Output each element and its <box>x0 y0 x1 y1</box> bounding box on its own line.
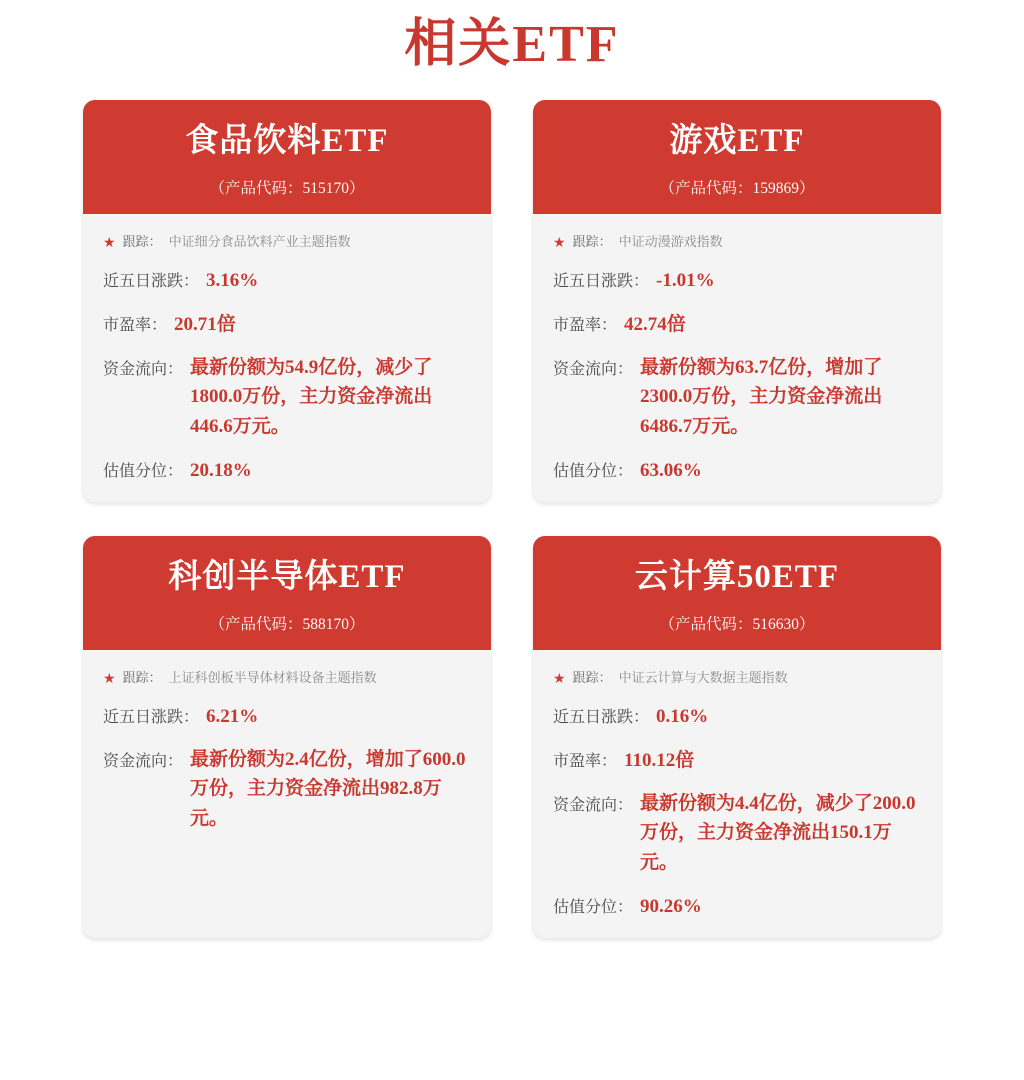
etf-card-body <box>533 650 941 938</box>
etf-card[interactable] <box>83 100 491 502</box>
etf-name: 云计算50ETF <box>634 559 840 596</box>
etf-flow-value: 最新份额为54.9亿份，减少了1800.0万份，主力资金净流出446.6万元。 <box>190 356 433 437</box>
star-icon: ★ <box>103 669 116 686</box>
etf-card-header <box>533 536 941 650</box>
etf-five-day-label: 近五日涨跌： <box>103 708 200 726</box>
etf-five-day-row <box>103 704 471 728</box>
etf-flow-label: 资金流向： <box>103 360 184 378</box>
etf-track-value: 中证细分食品饮料产业主题指数 <box>168 233 351 249</box>
etf-card[interactable] <box>533 100 941 502</box>
etf-valuation-row <box>103 458 471 482</box>
etf-pe-value: 110.12倍 <box>624 749 695 771</box>
star-icon: ★ <box>553 233 566 250</box>
etf-card[interactable] <box>83 536 491 938</box>
etf-card-header <box>83 100 491 214</box>
etf-five-day-row <box>553 704 921 728</box>
etf-pe-label: 市盈率： <box>553 752 618 770</box>
etf-track-row <box>553 232 921 252</box>
star-icon: ★ <box>553 669 566 686</box>
etf-card-body <box>83 214 491 502</box>
etf-card-grid <box>0 100 1024 938</box>
etf-pe-label: 市盈率： <box>103 316 168 334</box>
etf-flow-row <box>103 353 471 441</box>
etf-flow-value: 最新份额为63.7亿份，增加了2300.0万份，主力资金净流出6486.7万元。 <box>640 356 883 437</box>
etf-five-day-label: 近五日涨跌： <box>103 272 200 290</box>
etf-track-row <box>553 668 921 688</box>
etf-flow-row <box>553 789 921 877</box>
etf-flow-row <box>103 745 471 833</box>
page-title: 相关ETF <box>404 16 620 73</box>
etf-name: 食品饮料ETF <box>185 123 389 160</box>
etf-track-value: 中证云计算与大数据主题指数 <box>618 669 788 685</box>
etf-name: 游戏ETF <box>669 123 805 160</box>
etf-five-day-value: 0.16% <box>656 705 709 727</box>
etf-five-day-row <box>553 268 921 292</box>
etf-pe-row <box>553 745 921 772</box>
etf-pe-row <box>553 309 921 336</box>
etf-five-day-row <box>103 268 471 292</box>
etf-name: 科创半导体ETF <box>168 559 406 596</box>
etf-flow-label: 资金流向： <box>553 360 634 378</box>
etf-code: （产品代码：588170） <box>209 615 365 633</box>
etf-five-day-value: -1.01% <box>656 269 715 291</box>
etf-flow-label: 资金流向： <box>553 796 634 814</box>
etf-track-row <box>103 232 471 252</box>
etf-pe-label: 市盈率： <box>553 316 618 334</box>
etf-code: （产品代码：515170） <box>209 179 365 197</box>
etf-valuation-row <box>553 458 921 482</box>
etf-flow-label: 资金流向： <box>103 752 184 770</box>
etf-valuation-row <box>553 894 921 918</box>
star-icon: ★ <box>103 233 116 250</box>
etf-pe-row <box>103 309 471 336</box>
etf-valuation-value: 20.18% <box>190 460 252 482</box>
etf-card-body <box>533 214 941 502</box>
etf-code: （产品代码：516630） <box>659 615 815 633</box>
etf-valuation-value: 63.06% <box>640 460 702 482</box>
etf-card[interactable] <box>533 536 941 938</box>
etf-track-value: 上证科创板半导体材料设备主题指数 <box>168 669 377 685</box>
etf-track-label: 跟踪： <box>122 233 162 249</box>
etf-five-day-value: 3.16% <box>206 269 259 291</box>
etf-track-label: 跟踪： <box>572 669 612 685</box>
etf-valuation-label: 估值分位： <box>553 899 634 917</box>
etf-track-row <box>103 668 471 688</box>
etf-card-header <box>83 536 491 650</box>
etf-track-label: 跟踪： <box>572 233 612 249</box>
etf-pe-value: 20.71倍 <box>174 313 236 335</box>
etf-valuation-label: 估值分位： <box>103 463 184 481</box>
etf-flow-row <box>553 353 921 441</box>
etf-valuation-value: 90.26% <box>640 896 702 918</box>
etf-five-day-label: 近五日涨跌： <box>553 708 650 726</box>
etf-pe-value: 42.74倍 <box>624 313 686 335</box>
etf-valuation-label: 估值分位： <box>553 463 634 481</box>
etf-card-header <box>533 100 941 214</box>
etf-five-day-label: 近五日涨跌： <box>553 272 650 290</box>
etf-flow-value: 最新份额为4.4亿份，减少了200.0万份，主力资金净流出150.1万元。 <box>640 792 916 873</box>
etf-track-value: 中证动漫游戏指数 <box>618 233 723 249</box>
etf-five-day-value: 6.21% <box>206 705 259 727</box>
etf-track-label: 跟踪： <box>122 669 162 685</box>
etf-card-body <box>83 650 491 938</box>
etf-code: （产品代码：159869） <box>659 179 815 197</box>
etf-flow-value: 最新份额为2.4亿份，增加了600.0万份，主力资金净流出982.8万元。 <box>190 748 466 829</box>
